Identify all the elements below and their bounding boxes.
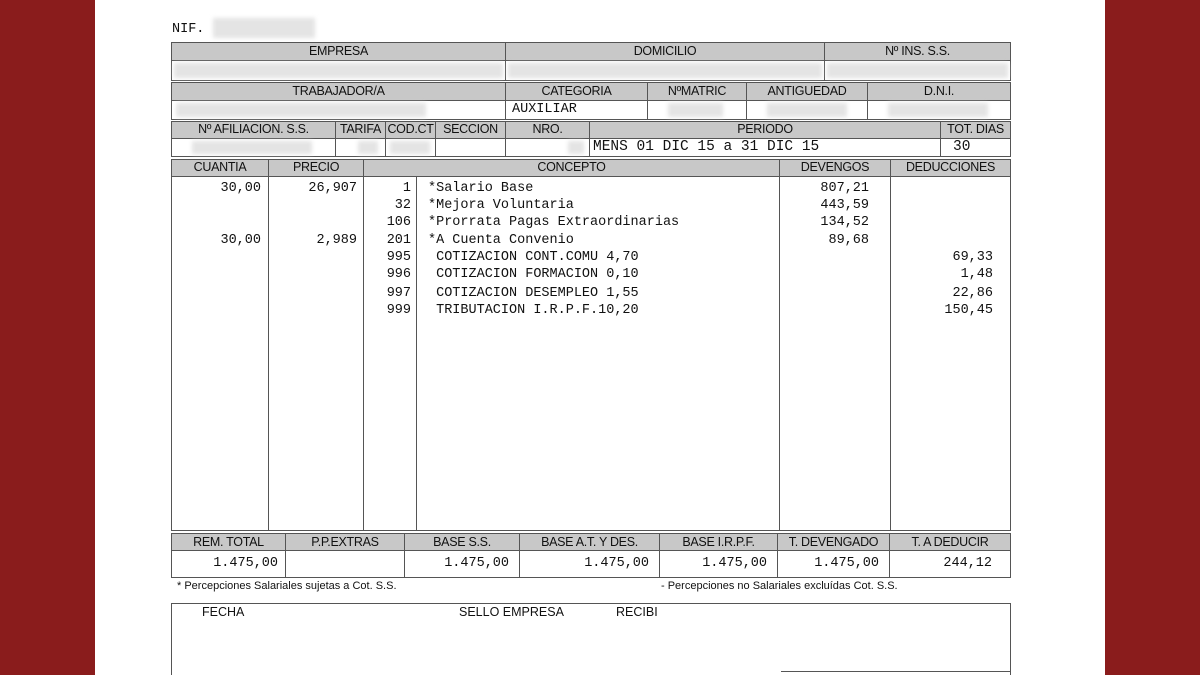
nif-redacted (213, 18, 315, 38)
afiliacion-value (171, 138, 336, 157)
line-deduccion: 69,33 (952, 250, 993, 265)
line-code: 1 (402, 181, 411, 196)
col-cuantia: CUANTIA (171, 159, 269, 177)
line-devengo: 89,68 (828, 233, 869, 248)
total-ppextras (285, 550, 405, 578)
header-periodo: PERIODO (589, 121, 941, 139)
line-concepto: *Salario Base (428, 181, 534, 196)
line-devengo: 134,52 (820, 215, 869, 230)
line-concepto: *A Cuenta Convenio (428, 233, 574, 248)
col-concepto: CONCEPTO (363, 159, 780, 177)
line-concepto: *Prorrata Pagas Extraordinarias (428, 215, 680, 230)
header-antiguedad: ANTIGUEDAD (746, 82, 868, 101)
total-header-base-at: BASE A.T. Y DES. (519, 533, 660, 551)
col-deducciones: DEDUCCIONES (890, 159, 1011, 177)
note-no-salariales: - Percepciones no Salariales excluídas Cot. S.S. (661, 580, 898, 592)
line-devengo: 807,21 (820, 181, 869, 196)
line-deduccion: 1,48 (960, 267, 993, 282)
header-trabajador: TRABAJADOR/A (171, 82, 506, 101)
footer-fecha: FECHA (202, 605, 245, 619)
header-afiliacion: Nº AFILIACION. S.S. (171, 121, 336, 139)
total-base-at: 1.475,00 (519, 550, 660, 578)
trabajador-value (171, 100, 506, 120)
total-header-rem: REM. TOTAL (171, 533, 286, 551)
header-codct: COD.CT (385, 121, 436, 139)
col-precio: PRECIO (268, 159, 364, 177)
line-devengo: 443,59 (820, 198, 869, 213)
footer-sello: SELLO EMPRESA (459, 605, 564, 619)
tarifa-value (335, 138, 386, 157)
header-domicilio: DOMICILIO (505, 42, 825, 61)
header-empresa: EMPRESA (171, 42, 506, 61)
header-dni: D.N.I. (867, 82, 1011, 101)
footer-recibi: RECIBI (616, 605, 658, 619)
line-cuantia: 30,00 (220, 233, 261, 248)
line-concepto: COTIZACION DESEMPLEO 1,55 (428, 286, 639, 301)
total-header-devengado: T. DEVENGADO (777, 533, 890, 551)
signature-box (171, 603, 1011, 675)
line-code: 106 (386, 215, 411, 230)
payslip-document (95, 0, 1105, 675)
signature-line (781, 671, 1011, 672)
line-concepto: *Mejora Voluntaria (428, 198, 574, 213)
col-devengos: DEVENGOS (779, 159, 891, 177)
periodo-value: MENS 01 DIC 15 a 31 DIC 15 (589, 138, 941, 157)
total-header-ppextras: P.P.EXTRAS (285, 533, 405, 551)
categoria-value: AUXILIAR (505, 100, 648, 120)
total-header-base-irpf: BASE I.R.P.F. (659, 533, 778, 551)
nif-label: NIF. (172, 22, 205, 37)
line-code: 996 (386, 267, 411, 282)
codct-value (385, 138, 436, 157)
line-precio: 2,989 (316, 233, 357, 248)
header-ins-ss: Nº INS. S.S. (824, 42, 1011, 61)
header-categoria: CATEGORIA (505, 82, 648, 101)
empresa-value (171, 60, 506, 81)
line-concepto: COTIZACION FORMACION 0,10 (428, 267, 639, 282)
dni-value (867, 100, 1011, 120)
domicilio-value (505, 60, 825, 81)
line-code: 995 (386, 250, 411, 265)
ins-ss-value (824, 60, 1011, 81)
line-cuantia: 30,00 (220, 181, 261, 196)
note-salariales: * Percepciones Salariales sujetas a Cot. S.S. (177, 580, 397, 592)
line-deduccion: 150,45 (944, 303, 993, 318)
header-matric: NºMATRIC (647, 82, 747, 101)
seccion-value (435, 138, 506, 157)
header-seccion: SECCION (435, 121, 506, 139)
line-precio: 26,907 (308, 181, 357, 196)
line-concepto: COTIZACION CONT.COMU 4,70 (428, 250, 639, 265)
header-totdias: TOT. DIAS (940, 121, 1011, 139)
total-devengado: 1.475,00 (777, 550, 890, 578)
total-deducir: 244,12 (889, 550, 1011, 578)
line-deduccion: 22,86 (952, 286, 993, 301)
line-code: 32 (394, 198, 411, 213)
line-code: 201 (386, 233, 411, 248)
matric-value (647, 100, 747, 120)
line-concepto: TRIBUTACION I.R.P.F.10,20 (428, 303, 639, 318)
header-tarifa: TARIFA (335, 121, 386, 139)
line-code: 999 (386, 303, 411, 318)
line-code: 997 (386, 286, 411, 301)
total-base-irpf: 1.475,00 (659, 550, 778, 578)
header-nro: NRO. (505, 121, 590, 139)
total-header-deducir: T. A DEDUCIR (889, 533, 1011, 551)
antiguedad-value (746, 100, 868, 120)
total-header-base-ss: BASE S.S. (404, 533, 520, 551)
total-base-ss: 1.475,00 (404, 550, 520, 578)
total-rem: 1.475,00 (171, 550, 286, 578)
totdias-value: 30 (940, 138, 1011, 157)
nro-value (505, 138, 590, 157)
